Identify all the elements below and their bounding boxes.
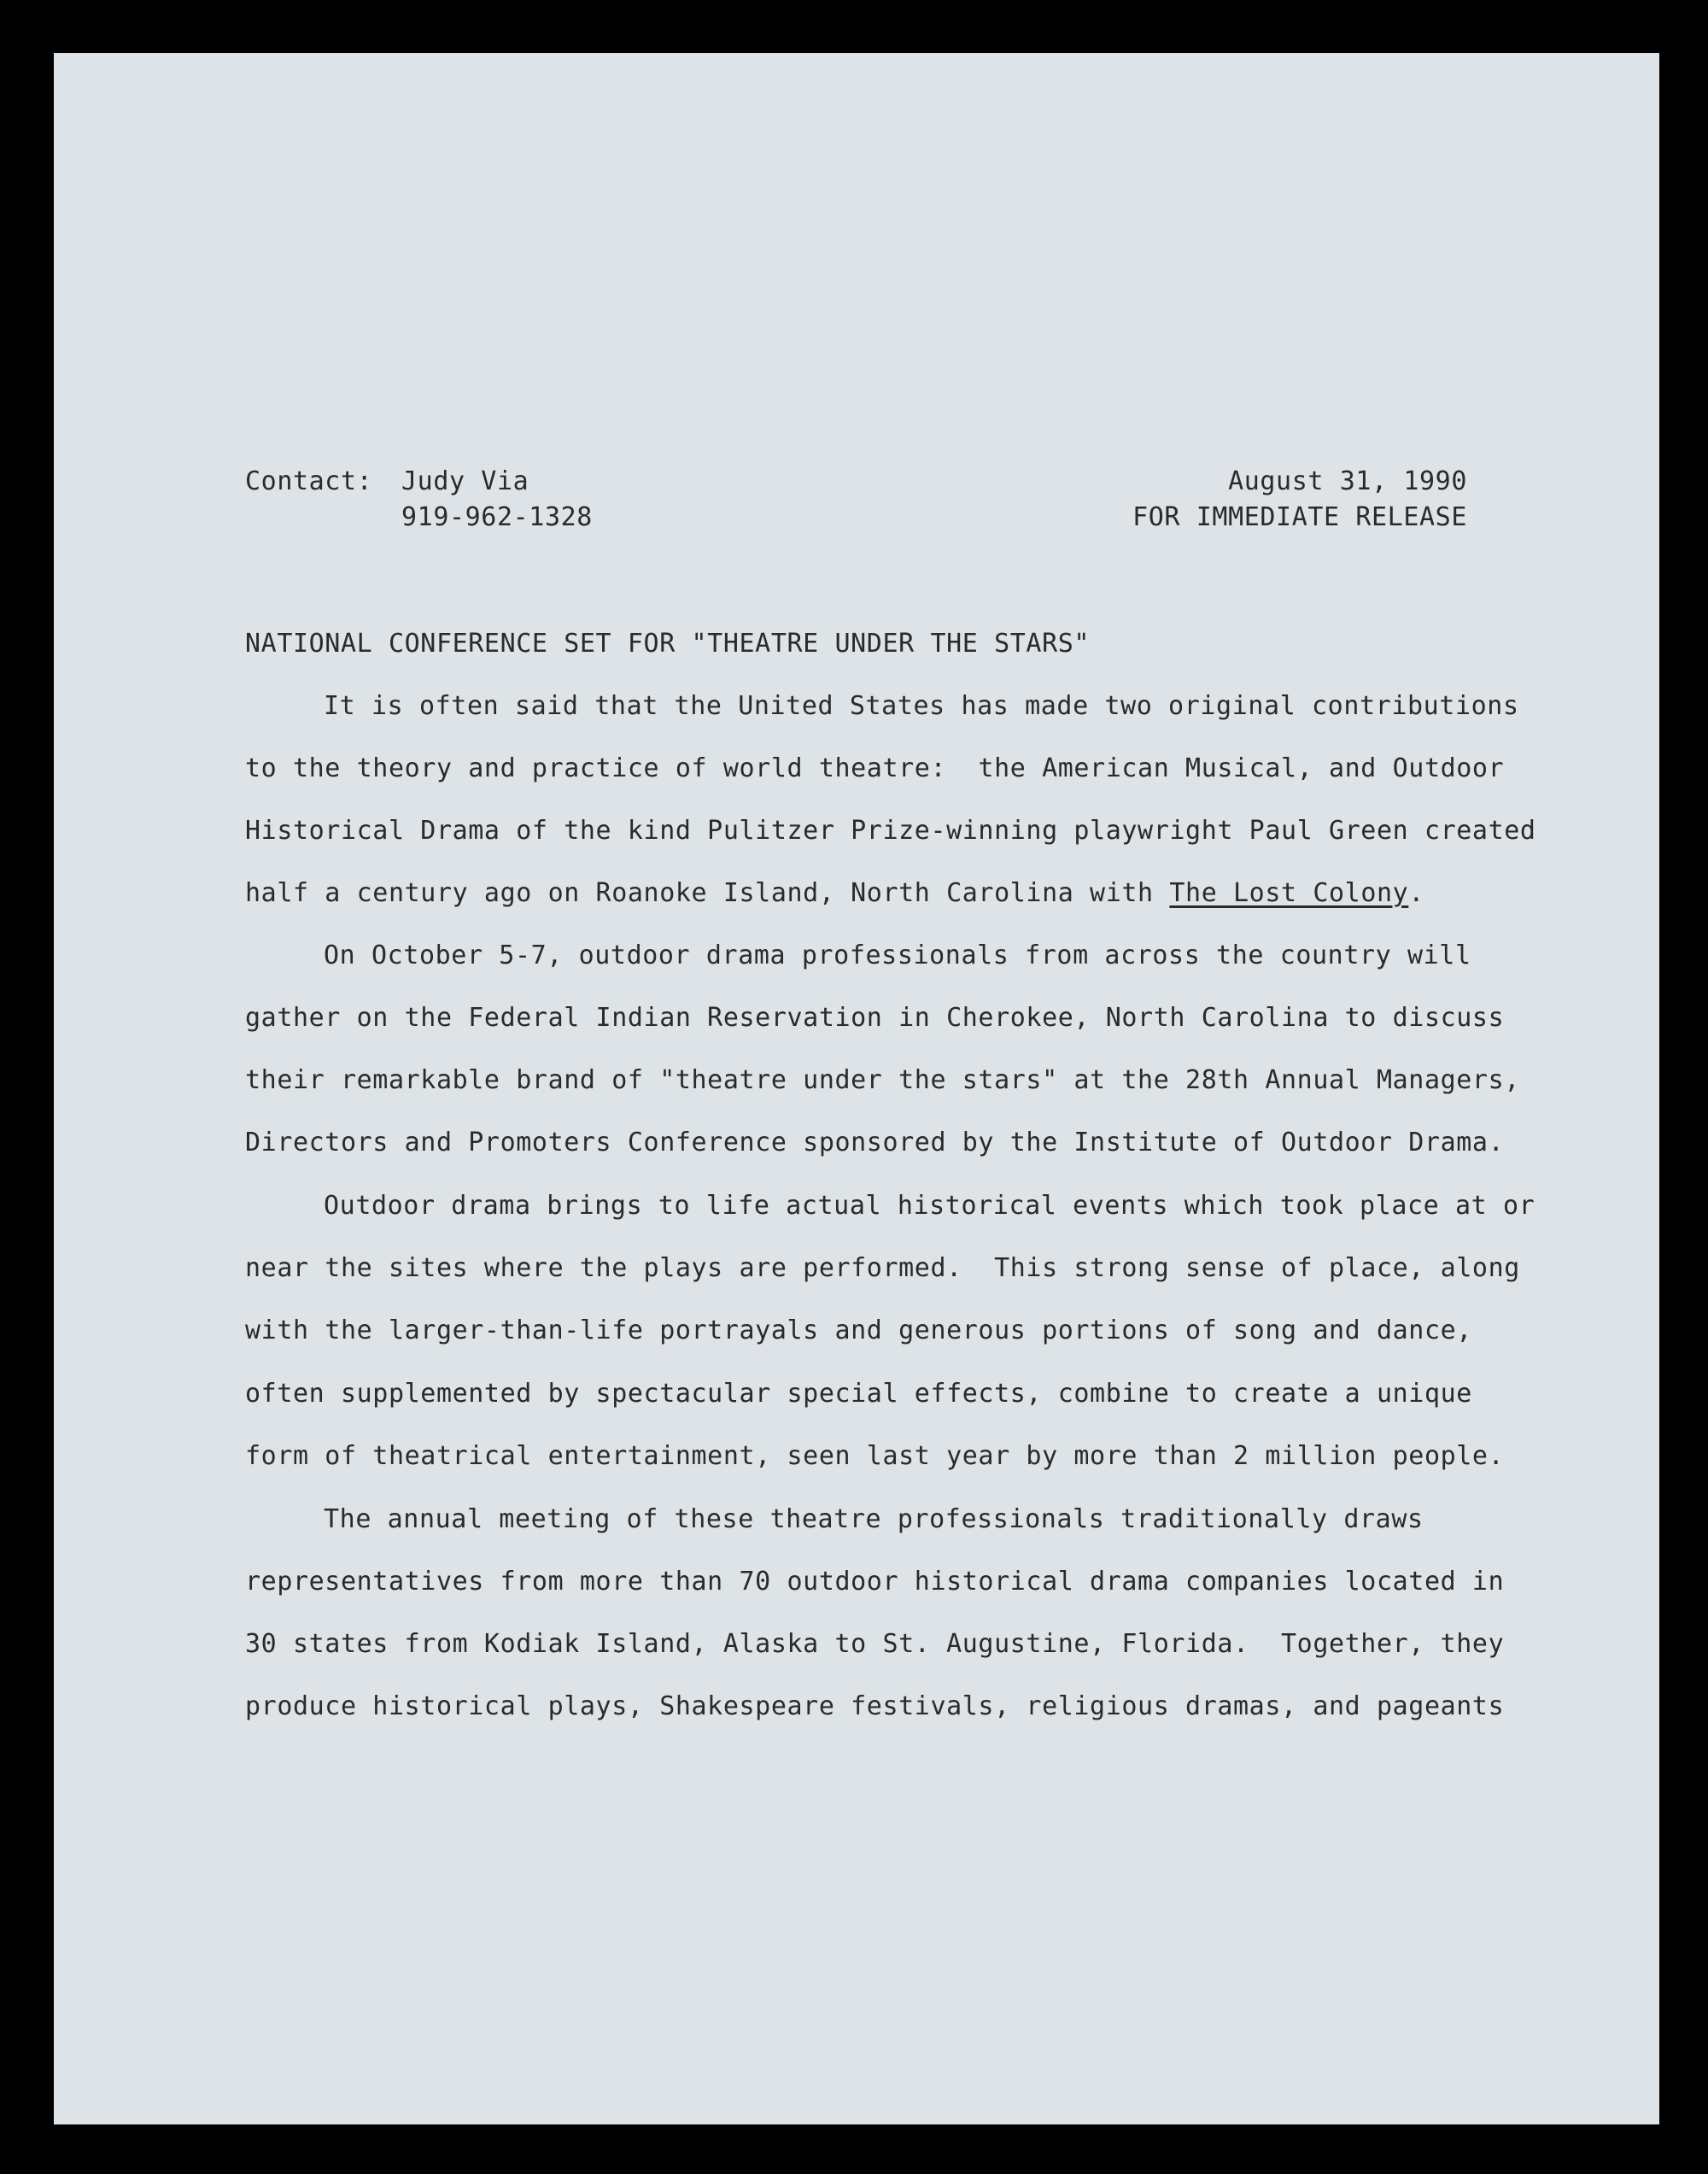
paragraph-2-line-4: Directors and Promoters Conference sponsored by the Institute of Outdoor Drama.: [245, 1128, 1505, 1157]
contact-label: Contact:: [245, 466, 373, 496]
release-note: FOR IMMEDIATE RELEASE: [1132, 502, 1467, 532]
paragraph-2-line-3: their remarkable brand of "theatre under the stars" at the 28th Annual Managers,: [245, 1065, 1520, 1095]
paragraph-3-line-5: form of theatrical entertainment, seen last year by more than 2 million people.: [245, 1441, 1505, 1471]
headline: NATIONAL CONFERENCE SET FOR "THEATRE UNDER THE STARS": [245, 629, 1091, 659]
paragraph-4-line-3: 30 states from Kodiak Island, Alaska to St. Augustine, Florida. Together, they: [245, 1629, 1505, 1659]
paragraph-1-line-1: It is often said that the United States has made two original contributions: [324, 691, 1519, 721]
release-date: August 31, 1990: [1228, 466, 1467, 496]
play-title: The Lost Colony: [1169, 878, 1409, 908]
paragraph-3-line-1: Outdoor drama brings to life actual historical events which took place at or: [324, 1191, 1535, 1221]
paragraph-2-line-1: On October 5-7, outdoor drama professionals from across the country will: [324, 941, 1471, 970]
paragraph-3-line-4: often supplemented by spectacular special effects, combine to create a unique: [245, 1379, 1472, 1409]
paragraph-1-line-4-suffix: .: [1408, 878, 1424, 908]
paragraph-2-line-2: gather on the Federal Indian Reservation in Cherokee, North Carolina to discuss: [245, 1003, 1505, 1033]
contact-phone: 919-962-1328: [401, 502, 593, 532]
paragraph-4-line-2: representatives from more than 70 outdoor historical drama companies located in: [245, 1567, 1505, 1597]
paragraph-1-line-3: Historical Drama of the kind Pulitzer Prize-winning playwright Paul Green created: [245, 816, 1536, 846]
contact-name: Judy Via: [401, 466, 529, 496]
paragraph-1-line-4: [245, 878, 1424, 908]
paragraph-3-line-3: with the larger-than-life portrayals and generous portions of song and dance,: [245, 1316, 1472, 1345]
paragraph-1-line-4-prefix: half a century ago on Roanoke Island, North Carolina with: [245, 878, 1170, 908]
paragraph-4-line-4: produce historical plays, Shakespeare festivals, religious dramas, and pageants: [245, 1691, 1505, 1721]
paragraph-4-line-1: The annual meeting of these theatre professionals traditionally draws: [324, 1504, 1424, 1534]
paragraph-1-line-2: to the theory and practice of world theatre: the American Musical, and Outdoor: [245, 753, 1505, 783]
paragraph-3-line-2: near the sites where the plays are performed. This strong sense of place, along: [245, 1253, 1520, 1283]
